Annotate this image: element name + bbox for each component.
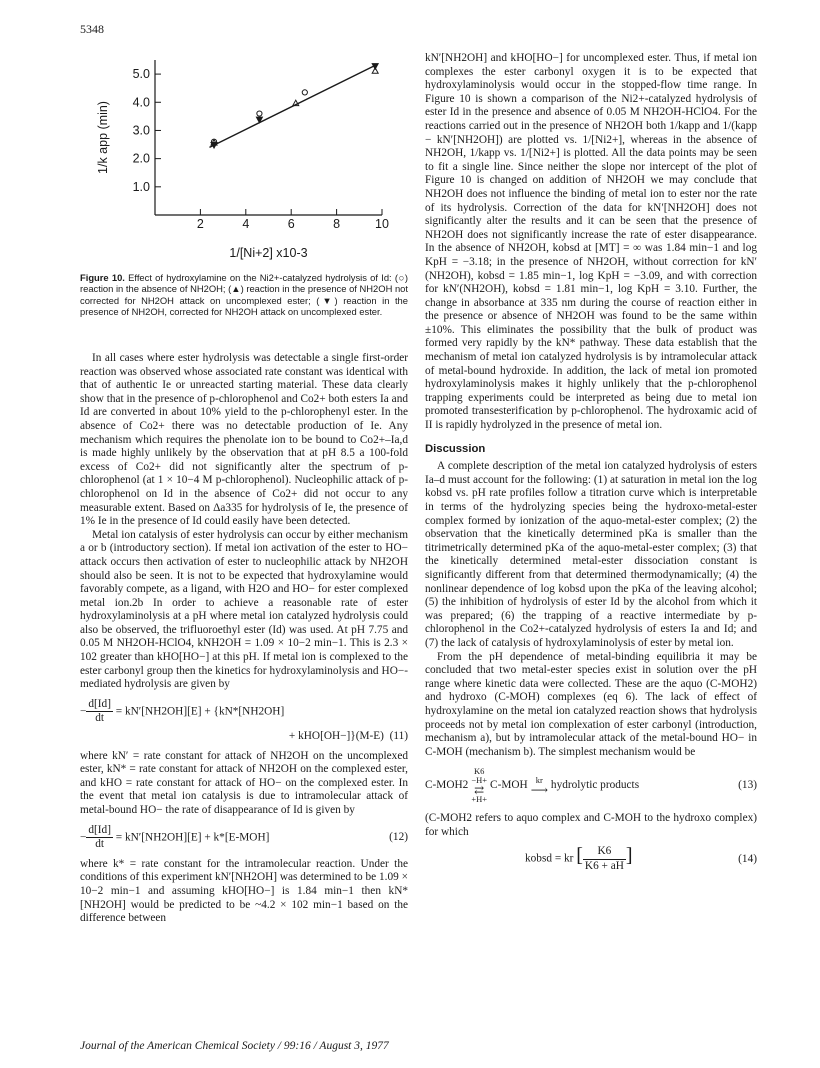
- paragraph: A complete description of the metal ion catalyzed hydrolysis of esters Ia–d must account for the following: (1) at saturation in metal ion the log kobsd vs. pH rate profiles follow a titration curve which is interpretable in terms of the hydrolyzing species being the hydroxo-metal-ester complex formed by ionization of the aquo-metal-ester complex; (2) the observation that the kinetically determined pKa is smaller than the titrimetrically determined pKa of the aquo-metal-ester complex; (3) that the kinetically determined metal-ester dissociation constant is significantly different from that determined thermodynamically; (4) the nonlinear dependence of log kobsd upon the pKa of the leaving alcohol; (5) the inhibition of hydrolysis of ester Id by the alcohol from which it was prepared; (6) the trapping of a reactive intermediate by p-chlorophenol in the Co2+-catalyzed hydrolysis of esters Ia and Id; and (7) the lack of catalysis of hydroxylaminolysis of ester by metal ion.: [425, 460, 757, 649]
- eq11-rhs1: = kN′[NH2OH][E] + {kN*[NH2OH]: [115, 705, 285, 718]
- eq11-number: (11): [389, 730, 408, 743]
- eq13-k6: K6: [473, 766, 485, 777]
- equation-14: kobsd = kr [ $\frac{K6}{K6 + aH}$ ] (14): [525, 845, 757, 873]
- eq11-rhs2: + kHO[OH−]}(M-E): [288, 730, 384, 743]
- y-tick-label: 2.0: [132, 151, 150, 166]
- right-column: [425, 52, 757, 880]
- x-tick-label: 8: [333, 217, 341, 231]
- data-point-circle: [302, 90, 307, 95]
- figure-10-plot: [80, 50, 410, 265]
- eq14-denominator: K6 + aH: [584, 860, 624, 873]
- page-number: 5348: [80, 22, 104, 36]
- paragraph: (C-MOH2 refers to aquo complex and C-MOH to the hydroxo complex) for which: [425, 812, 757, 838]
- paragraph: where k* = rate constant for the intramolecular reaction. Under the conditions of this experiment kN′[NH2OH] was determined to be 1.09 × 10−2 min−1 and assuming kHO[HO−] is 1.84 min−1 then kN*[NH2OH] would be predicted to be ~4.2 × 102 min−1 based on the difference between: [80, 857, 408, 925]
- paragraph: Metal ion catalysis of ester hydrolysis can occur by either mechanism a or b (introductory section). If metal ion activation of the ester to HO− attack occurs then activation of ester to nucleophilic attack by NH2OH should also be seen. It is not to be expected that hydroxylamine would favorably compete, as a ligand, with H2O and HO− for ester complexed metal ion.2b In order to achieve a reasonable rate of ester hydroxylaminolysis at a pH where metal ion catalyzed hydrolysis could also be observed, the trifluoroethyl ester (Id) was used. At pH 7.75 and 0.05 M NH2OH-HClO4, kNH2OH = 1.09 × 10−2 min−1. This is 2.3 × 102 greater than kHO[HO−] at this pH. If metal ion is complexed to the ester carbonyl group then the kinetics for hydroxylaminolysis and HO−-mediated hydrolysis are given by: [80, 528, 408, 691]
- eq13-bottom: +H+: [471, 794, 488, 805]
- data-point-circle: [257, 111, 262, 116]
- eq13-right: hydrolytic products: [550, 778, 640, 791]
- plot-axes: [96, 60, 389, 260]
- equation-12: − $\frac{d[Id]}{dt}$ = kN′[NH2OH][E] + k*[E-MOH] (12): [80, 823, 408, 851]
- eq14-numerator: K6: [583, 845, 626, 860]
- eq12-numerator: d[Id]: [86, 824, 113, 839]
- equation-11: − $\frac{d[Id]}{dt}$ = kN′[NH2OH][E] + {kN*[NH2OH]: [80, 697, 285, 725]
- right-arrow-icon: ⟶: [530, 783, 548, 798]
- x-tick-label: 2: [196, 217, 204, 231]
- x-tick-label: 6: [287, 217, 295, 231]
- x-tick-label: 10: [375, 217, 389, 231]
- section-heading: Discussion: [425, 442, 486, 455]
- eq13-mid: C-MOH: [490, 778, 528, 791]
- eq11-denominator: dt: [95, 712, 105, 725]
- equilibrium-arrow-icon: ⇄: [474, 783, 485, 798]
- eq14-number: (14): [738, 852, 757, 865]
- y-tick-label: 3.0: [132, 123, 150, 138]
- y-axis-label: 1/k app (min): [96, 101, 110, 174]
- eq13-top: −H+: [471, 775, 488, 786]
- equation-11-line2: [80, 730, 408, 744]
- paragraph: In all cases where ester hydrolysis was detectable a single first-order reaction was observed whose associated rate constant was identical with that of authentic Ie or unreacted starting material. These data clearly show that in the presence of p-chlorophenol and Co2+ both esters Ia and Id are converted in about 10% yield to the p-chlorophenyl ester. In the absence of Co2+ there was no detectable production of Ie. Any mechanism which requires the phenolate ion to be bound to Co2+–Ia,d is made highly unlikely by the observation that at pH 8.5 a 100-fold excess of Co2+ did not significantly alter the spectrum of p-chlorophenol (at 1 × 10−4 M p-chlorophenol). Nucleophilic attack of p-chlorophenol on Id in the absence of Co2+ did not occur to any measurable extent. Based on Δa335 for hydrolysis of Ie, the presence of 1% Ie in the presence of Id could easily have been detected.: [80, 352, 408, 528]
- eq13-left: C-MOH2: [425, 778, 469, 791]
- x-axis-label: 1/[Ni+2] x10-3: [229, 246, 308, 260]
- left-column: [80, 352, 408, 926]
- y-tick-label: 4.0: [132, 95, 150, 110]
- y-tick-label: 1.0: [132, 179, 150, 194]
- figure-caption: [80, 272, 408, 318]
- paragraph: kN′[NH2OH] and kHO[HO−] for uncomplexed ester. Thus, if metal ion complexes the ester carbonyl oxygen it is to be expected that hydroxylaminolysis would occur in the stopped-flow time range. In Figure 10 is shown a comparison of the Ni2+-catalyzed hydrolysis of ester Id in the presence and absence of 0.05 M NH2OH-HClO4. For the reactions carried out in the presence of NH2OH both 1/kapp and 1/(kapp − kN′[NH2OH]) are plotted vs. 1/[Ni2+], whereas in the absence of NH2OH, 1/kapp vs. 1/[Ni2+] is plotted. All the data points may be seen to fit a single line. Since neither the slope nor intercept of the plot of Figure 10 is changed on addition of NH2OH we may conclude that NH2OH does not influence the binding of metal ion to ester nor the rate of its hydrolysis. Correction of the data for kN′[NH2OH] does not significantly alter the results and it can be seen that the presence of NH2OH does not significantly increase the rate of ester disappearance. In the absence of NH2OH, kobsd at [MT] = ∞ was 1.84 min−1 and log KpH = −3.18; in the presence of NH2OH, without correction for kN′(NH2OH), kobsd = 1.85 min−1, log KpH = −3.09, and with correction for kN′(NH2OH), kobsd = 1.81 min−1, log KpH = 3.10. Further, the change in absorbance at 335 nm during the course of reaction either in the presence or absence of NH2OH was found to be the same within ±10%. This eliminates the possibility that the bulk of product was formed very rapidly by the kN* pathway. These data establish that the mechanism of metal ion catalyzed hydrolysis is by intramolecular attack of metal-bound hydroxide. In addition, the lack of metal ion promoted hydroxylaminolysis makes it highly unlikely that the p-chlorophenol trapping experiments could be interpreted as being due to metal ion promoted transesterification by p-chlorophenol. The hydroxamic acid of II is rapidly hydrolyzed in the presence of metal ion.: [425, 52, 757, 432]
- eq13-number: (13): [738, 778, 757, 791]
- eq12-denominator: dt: [95, 838, 105, 851]
- paragraph: From the pH dependence of metal-binding equilibria it may be concluded that two metal-ester species exist in solution over the pH range where kinetic data were collected. These are the aquo (C-MOH2) and hydroxo (C-MOH) complexes (eq 6). The lack of effect of hydroxylamine on the metal ion catalyzed reaction shows that hydrolysis proceeds not by metal ion complexation of ester carbonyl (introduction, mechanism a), but by intramolecular attack of the metal-bound HO− in C-MOH (mechanism b). The simplest mechanism would be: [425, 650, 757, 758]
- equation-13: [425, 767, 757, 804]
- figure-label: Figure 10.: [80, 272, 125, 283]
- eq13-kr: kr: [535, 775, 543, 786]
- eq14-lhs: kobsd = kr: [525, 853, 574, 866]
- plot-marks: [209, 64, 378, 148]
- journal-footer: Journal of the American Chemical Society / 99:16 / August 3, 1977: [80, 1040, 389, 1052]
- eq12-rhs: = kN′[NH2OH][E] + k*[E-MOH]: [115, 831, 270, 844]
- eq12-number: (12): [389, 830, 408, 843]
- figure-caption-text: Effect of hydroxylamine on the Ni2+-catalyzed hydrolysis of Id: (○) reaction in the absence of NH2OH; (▲) reaction in the presence of NH2OH not corrected for NH2OH attack on uncomplexed ester; (▼) reaction in the presence of NH2OH, corrected for NH2OH attack on uncomplexed ester.: [80, 272, 408, 318]
- eq11-numerator: d[Id]: [86, 698, 113, 713]
- x-tick-label: 4: [242, 217, 250, 231]
- y-tick-label: 5.0: [132, 67, 150, 82]
- paragraph: where kN′ = rate constant for attack of NH2OH on the uncomplexed ester, kN* = rate constant for attack of NH2OH on the complexed ester, and kHO = rate constant for attack of HO− on the complexed ester. In the event that metal ion catalysis is due to intramolecular attack of metal-bound HO− the rate of disappearance of Id is given by: [80, 749, 408, 816]
